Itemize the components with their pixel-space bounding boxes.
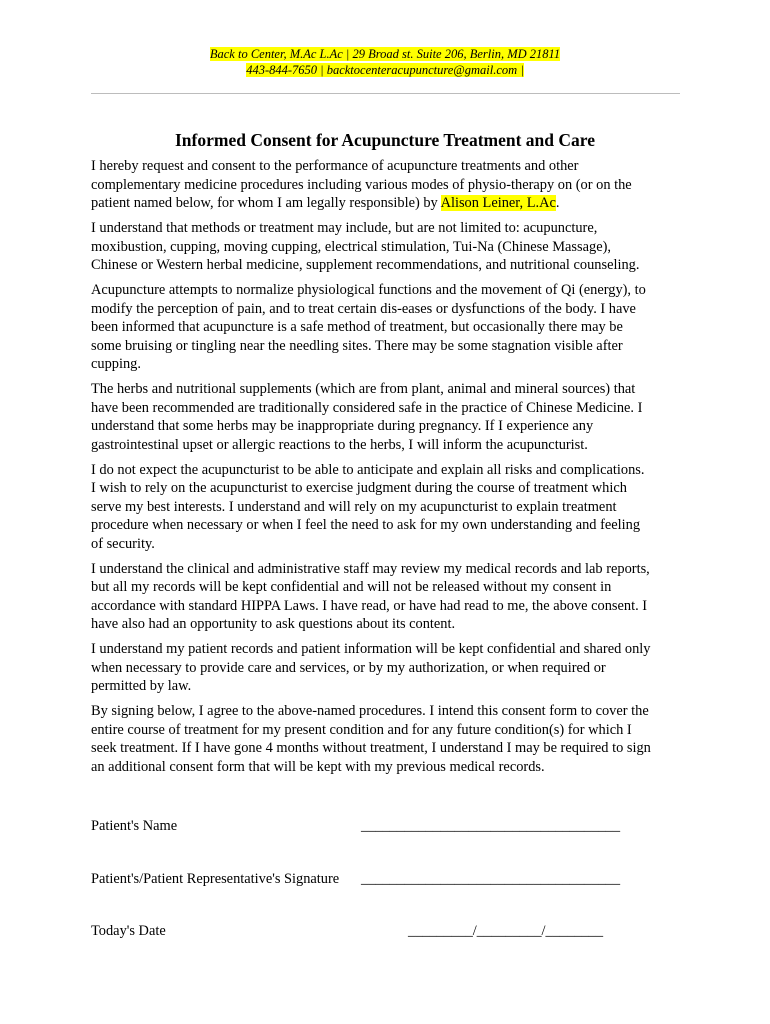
consent-paragraph-7: I understand my patient records and patient information will be kept confidential and shared only when necessary to provide care and services, or by my authorization, or when required or permitted by law. (91, 641, 651, 694)
consent-paragraph-1 (91, 157, 691, 213)
header-divider (91, 93, 680, 94)
letterhead-address: Back to Center, M.Ac L.Ac | 29 Broad st. Suite 206, Berlin, MD 21811 (209, 47, 561, 61)
signature-label: Patient's/Patient Representative's Signature (91, 871, 340, 887)
consent-paragraph-2: I understand that methods or treatment may include, but are not limited to: acupuncture, moxibustion, cupping, moving cupping, electrical stimulation, Tui-Na (Chinese Massage), Chinese or Western herbal medicine, supplement recommendations, and nutritional counseling. (91, 220, 640, 273)
paragraph-1-text: I hereby request and consent to the performance of acupuncture treatments and other complementary medicine procedures including various modes of physio-therapy on (or on the patient named below, for whom I am legally responsible) by (91, 158, 632, 211)
consent-paragraph-4: The herbs and nutritional supplements (which are from plant, animal and mineral sources) that have been recommended are traditionally considered safe in the practice of Chinese Medicine. I understand that some herbs may be inappropriate during pregnancy. If I experience any gastrointestinal upset or allergic reactions to the herbs, I will inform the acupuncturist. (91, 381, 643, 453)
consent-paragraph-6: I understand the clinical and administrative staff may review my medical records and lab reports, but all my records will be kept confidential and will not be released without my consent in accordance with standard HIPPA Laws. I have read, or have had read to me, the above consent. I have also had an opportunity to ask questions about its content. (91, 560, 650, 632)
consent-paragraph-3: Acupuncture attempts to normalize physiological functions and the movement of Qi (energy), to modify the perception of pain, and to treat certain dis-eases or dysfunctions of the body. I have been informed that acupuncture is a safe method of treatment, but occasionally there may be some bruising or tingling near the needling sites. There may be some stagnation visible after cupping. (91, 282, 646, 372)
signature-field[interactable]: ____________________________________ (361, 871, 621, 887)
consent-paragraph-8: By signing below, I agree to the above-named procedures. I intend this consent form to cover the entire course of treatment for my present condition and for any future condition(s) for which I seek treatment. If I have gone 4 months without treatment, I understand I may be required to sign an additional consent form that will be kept with my previous medical records. (91, 703, 651, 775)
consent-body (91, 157, 691, 783)
patient-name-field[interactable]: ____________________________________ (361, 818, 621, 834)
date-label: Today's Date (91, 923, 166, 939)
practitioner-name: Alison Leiner, L.Ac (440, 195, 556, 211)
letterhead-contact: 443-844-7650 | backtocenteracupuncture@gmail.com | (246, 63, 524, 77)
date-field[interactable]: _________/_________/________ (408, 923, 604, 939)
document-title: Informed Consent for Acupuncture Treatment and Care (175, 130, 595, 150)
patient-name-label: Patient's Name (91, 818, 178, 834)
paragraph-1-end: . (555, 195, 560, 211)
consent-paragraph-5: I do not expect the acupuncturist to be able to anticipate and explain all risks and complications. I wish to rely on the acupuncturist to exercise judgment during the course of treatment which serve my best interests. I understand and will rely on my acupuncturist to explain treatment procedure when necessary or when I feel the need to ask for my own understanding and feeling of security. (91, 461, 645, 552)
letterhead (0, 46, 770, 78)
